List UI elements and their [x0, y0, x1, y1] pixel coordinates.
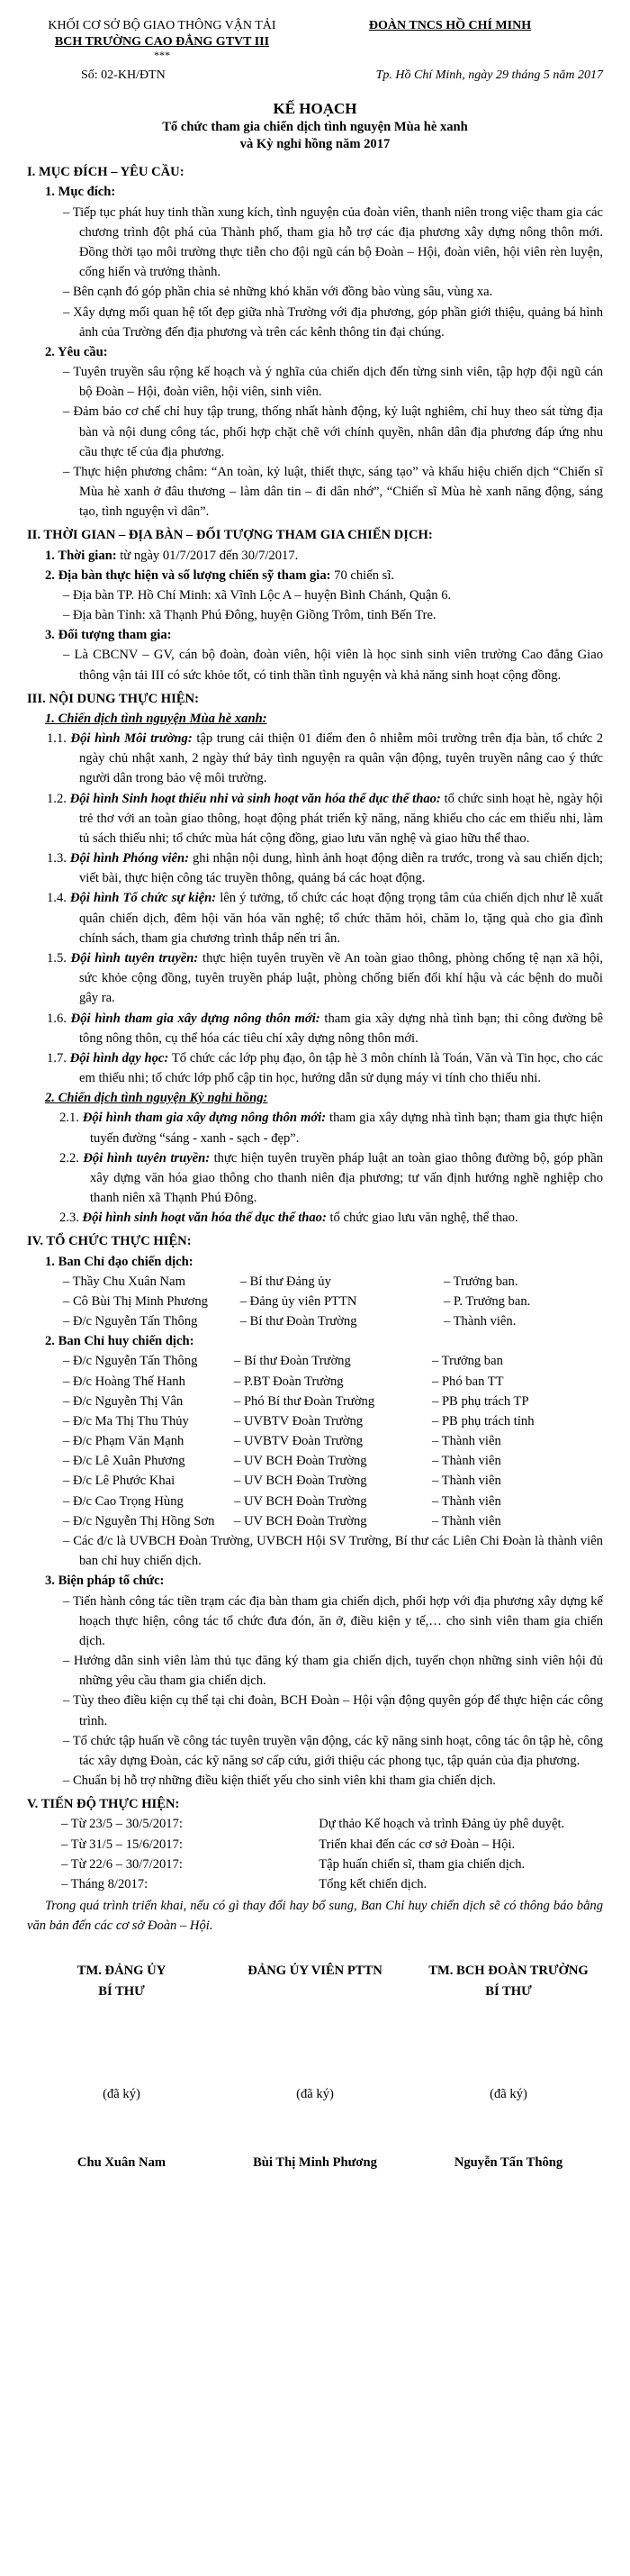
- schedule-task: Dự thảo Kế hoạch và trình Đảng ủy phê duyệt.: [319, 1817, 565, 1832]
- campaign-2-item: [27, 1208, 603, 1228]
- campaign-1-item: [27, 948, 603, 1009]
- signature-space: [220, 2001, 410, 2084]
- member-name: – Đ/c Ma Thị Thu Thủy: [63, 1413, 189, 1429]
- measure-item: – Chuẩn bị hỗ trợ những điều kiện thiết yếu cho sinh viên khi tham gia chiến dịch.: [63, 1773, 496, 1789]
- schedule-list: [27, 1814, 603, 1894]
- member-name: – Cô Bùi Thị Minh Phương: [63, 1293, 208, 1309]
- member-name: – Đ/c Hoàng Thế Hanh: [63, 1374, 185, 1389]
- item-text: tổ chức giao lưu văn nghệ, thể thao.: [326, 1211, 518, 1226]
- item-number: 1.7.: [47, 1050, 70, 1066]
- member-position: – Bí thư Đảng ủy: [239, 1274, 331, 1289]
- document-header: [27, 18, 603, 60]
- command-member: [27, 1372, 603, 1392]
- item-text: thực hiện tuyên truyền về An toàn giao thông, phòng chống tệ nạn xã hội, sức khỏe cộng đồng, tuyên truyền pháp luật, phòng chống biến đổi khí hậu và các bệnh do muỗi gây ra.: [79, 951, 603, 1006]
- schedule-row: [27, 1835, 603, 1855]
- location-item: [45, 566, 603, 585]
- title-line2: Tổ chức tham gia chiến dịch tình nguyện Mùa hè xanh: [162, 120, 468, 135]
- item-label: Đội hình Phóng viên:: [69, 851, 189, 866]
- object-entry: – Là CBCNV – GV, cán bộ đoàn, đoàn viên, hội viên là học sinh sinh viên trường Cao đẳng Giao thông vận tải III có sức khỏe tốt, có tinh thần tình nguyện và khả năng sinh hoạt cộng đồng.: [63, 648, 603, 683]
- member-position: – UVBTV Đoàn Trường: [234, 1413, 364, 1429]
- member-position: – UV BCH Đoàn Trường: [234, 1513, 367, 1528]
- command-member: [27, 1511, 603, 1531]
- signed-mark: (đã ký): [296, 2086, 334, 2101]
- command-member: [27, 1492, 603, 1511]
- section-3-heading: III. NỘI DUNG THỰC HIỆN:: [27, 691, 199, 706]
- member-position: – UVBTV Đoàn Trường: [234, 1434, 364, 1449]
- item-label: Đội hình tham gia xây dựng nông thôn mới:: [70, 1011, 320, 1026]
- member-role: – Thành viên: [432, 1474, 501, 1489]
- requirement-list: [27, 362, 603, 522]
- item-text: ghi nhận nội dung, hình ảnh hoạt động diễn ra trước, trong và sau chiến dịch; viết bài, thực hiện công tác truyền thông, quảng bá các hoạt động.: [79, 851, 603, 886]
- item-number: 2.3.: [59, 1211, 83, 1226]
- steering-list: [27, 1272, 603, 1332]
- member-position: – Bí thư Đoàn Trường: [239, 1314, 357, 1329]
- time-item: [45, 546, 603, 566]
- signature-space: [220, 2104, 410, 2153]
- campaign-1-item: [27, 729, 603, 789]
- item-number: 1.1.: [47, 731, 71, 747]
- command-member: [27, 1471, 603, 1491]
- item-number: 1.6.: [47, 1011, 71, 1026]
- item-text: tổ chức sinh hoạt hè, ngày hội trẻ thơ với an toàn giao thông, hoạt động phát triển kỹ năng, năng khiếu cho các em thiếu nhi, làm tủ sách thiếu nhi; tổ chức mùa hát cộng đồng, giao lưu văn nghệ và giao hữu thể thao.: [79, 791, 603, 846]
- member-position: – Đảng ủy viên PTTN: [239, 1293, 357, 1309]
- member-role: – Trưởng ban.: [443, 1274, 518, 1289]
- section-1-heading: I. MỤC ĐÍCH – YÊU CẦU:: [27, 165, 184, 180]
- measure-item: – Hướng dẫn sinh viên làm thủ tục đăng ký tham gia chiến dịch, tuyển chọn những sinh viên hội đủ những yêu cầu tham gia chiến dịch.: [63, 1654, 603, 1689]
- member-position: – UV BCH Đoàn Trường: [234, 1474, 367, 1489]
- member-name: – Đ/c Nguyễn Tấn Thông: [63, 1314, 198, 1329]
- schedule-task: Tập huấn chiến sĩ, tham gia chiến dịch.: [319, 1856, 526, 1872]
- signature-column: [414, 1961, 603, 2172]
- campaign-1-item: [27, 789, 603, 849]
- member-role: – Thành viên: [432, 1454, 501, 1469]
- signature-space: [414, 2104, 603, 2153]
- section-5-heading: V. TIẾN ĐỘ THỰC HIỆN:: [27, 1797, 180, 1812]
- member-role: – P. Trưởng ban.: [443, 1293, 531, 1309]
- object-list: [27, 645, 603, 685]
- item-text: tham gia xây dựng nhà tình bạn; tham gia thực hiện tuyến đường “sáng - xanh - sạch - đẹp”.: [90, 1111, 604, 1146]
- item-label: Đội hình sinh hoạt văn hóa thể dục thể thao:: [82, 1211, 327, 1226]
- section-4-heading: IV. TỔ CHỨC THỰC HIỆN:: [27, 1234, 192, 1249]
- member-name: – Đ/c Phạm Văn Mạnh: [63, 1434, 184, 1449]
- signed-mark: (đã ký): [103, 2086, 140, 2101]
- schedule-time: – Tháng 8/2017:: [61, 1876, 148, 1891]
- item-label: Đội hình tuyên truyền:: [70, 951, 199, 966]
- measures-title: 3. Biện pháp tổ chức:: [45, 1574, 165, 1589]
- signer-name: Nguyễn Tấn Thông: [454, 2154, 563, 2170]
- member-name: – Đ/c Nguyễn Tấn Thông: [63, 1354, 198, 1369]
- measure-item: – Tổ chức tập huấn về công tác tuyên truyền vận động, các kỹ năng sinh hoạt, công tác ôn tập hè, công tác xây dựng Đoàn, các kỹ năng sơ cấp cứu, giới thiệu các phong tục, tập quán của địa phương.: [63, 1733, 603, 1768]
- command-note: – Các đ/c là UVBCH Đoàn Trường, UVBCH Hội SV Trường, Bí thư các Liên Chi Đoàn là thành viên ban chỉ huy chiến dịch.: [63, 1533, 603, 1569]
- item-number: 1.2.: [47, 791, 70, 806]
- member-position: – Phó Bí thư Đoàn Trường: [234, 1393, 375, 1409]
- reference-line: [27, 66, 603, 85]
- signature-subtitle: BÍ THƯ: [98, 1983, 145, 1999]
- requirement-item: – Đảm bảo cơ chế chỉ huy tập trung, thống nhất hành động, kỷ luật nghiêm, chỉ huy theo sát từng địa bàn và nội dung công tác, phối hợp chặt chẽ với chính quyền, nhân dân địa phương đáp ứng nhu cầu thực tế của địa phương.: [63, 404, 603, 459]
- purpose-item: – Tiếp tục phát huy tinh thần xung kích, tình nguyện của đoàn viên, thanh niên trong việc tham gia các chương trình đột phá của Thành phố, tham gia hỗ trợ các địa phương xây dựng nông thôn mới. Đồng thời tạo môi trường thực tiễn cho đội ngũ cán bộ Đoàn – Hội, đoàn viên, hội viên rèn luyện, cống hiến và trưởng thành.: [63, 204, 603, 280]
- schedule-time: – Từ 23/5 – 30/5/2017:: [61, 1817, 183, 1832]
- campaign-1-title: 1. Chiến dịch tình nguyện Mùa hè xanh:: [45, 711, 267, 726]
- member-role: – PB phụ trách tỉnh: [432, 1413, 535, 1429]
- schedule-row: [27, 1874, 603, 1894]
- location-text: 70 chiến sĩ.: [330, 567, 395, 583]
- schedule-time: – Từ 22/6 – 30/7/2017:: [61, 1856, 183, 1872]
- org-name: ĐOÀN TNCS HỒ CHÍ MINH: [368, 19, 532, 32]
- measure-item: – Tiến hành công tác tiền trạm các địa bàn tham gia chiến dịch, phối hợp với địa phương xây dựng kế hoạch thực hiện, công tác tổ chức đưa đón, ăn ở, điều kiện y tế,… cho sinh viên tham gia chiến dịch.: [63, 1593, 603, 1648]
- member-name: – Đ/c Cao Trọng Hùng: [63, 1493, 184, 1509]
- signature-title: ĐẢNG ỦY VIÊN PTTN: [248, 1964, 382, 1979]
- member-position: – UV BCH Đoàn Trường: [234, 1493, 367, 1509]
- purpose-item: – Bên cạnh đó góp phần chia sẻ những khó khăn với đồng bào vùng sâu, vùng xa.: [63, 285, 493, 300]
- requirement-item: – Thực hiện phương châm: “An toàn, kỷ luật, thiết thực, sáng tạo” và khẩu hiệu chiến dịch “Chiến sĩ Mùa hè xanh ở đâu thương – làm dân tin – đi dân nhớ”, “Chiến sĩ Mùa hè xanh năng động, sáng tạo, tình nguyện vì dân”.: [63, 464, 603, 520]
- signature-title: TM. BCH ĐOÀN TRƯỜNG: [428, 1964, 589, 1979]
- signature-column: [220, 1961, 410, 2172]
- member-role: – Thành viên: [432, 1513, 501, 1528]
- title-line1: KẾ HOẠCH: [273, 100, 357, 118]
- campaign-1-item: [27, 848, 603, 888]
- item-label: Đội hình tuyên truyền:: [83, 1150, 211, 1166]
- campaign-2-title: 2. Chiến dịch tình nguyện Kỳ nghỉ hồng:: [45, 1091, 268, 1106]
- signature-column: [27, 1961, 216, 2172]
- command-member: [27, 1392, 603, 1411]
- item-number: 1.3.: [47, 851, 70, 866]
- campaign-2-item: [27, 1148, 603, 1209]
- member-name: – Đ/c Lê Xuân Phương: [63, 1454, 185, 1469]
- issuer-stars: ***: [154, 49, 170, 61]
- item-text: Tổ chức các lớp phụ đạo, ôn tập hè 3 môn chính là Toán, Văn và Tin học, cho các em thiếu nhi; tổ chức lớp phổ cập tin học, hướng dẫn sử dụng máy vi tính cho thiếu nhi.: [79, 1050, 603, 1086]
- item-text: tham gia xây dựng nhà tình bạn; thi công đường bê tông nông thôn, cụ thể hóa các tiêu chí xây dựng nông thôn mới.: [79, 1011, 604, 1046]
- command-list: [27, 1351, 603, 1531]
- steering-title: 1. Ban Chỉ đạo chiến dịch:: [45, 1254, 194, 1269]
- schedule-row: [27, 1855, 603, 1874]
- time-text: từ ngày 01/7/2017 đến 30/7/2017.: [116, 548, 299, 563]
- command-member: [27, 1411, 603, 1431]
- purpose-list: [27, 203, 603, 342]
- measure-item: – Tùy theo điều kiện cụ thể tại chi đoàn, BCH Đoàn – Hội vận động quyên góp để thực hiện các công trình.: [63, 1693, 603, 1728]
- item-text: thực hiện tuyên truyền pháp luật an toàn giao thông đường bộ, góp phần xây dựng văn hóa giao thông cho thanh niên địa phương; tư vấn định hướng nghề nghiệp cho thanh niên xã Thạnh Phú Đông.: [90, 1150, 603, 1206]
- document-date: Tp. Hồ Chí Minh, ngày 29 tháng 5 năm 2017: [375, 68, 603, 82]
- schedule-task: Triển khai đến các cơ sở Đoàn – Hội.: [319, 1837, 516, 1852]
- schedule-task: Tổng kết chiến dịch.: [319, 1876, 428, 1891]
- campaign-1-item: [27, 1009, 603, 1048]
- member-role: – PB phụ trách TP: [432, 1393, 529, 1409]
- command-member: [27, 1451, 603, 1471]
- item-label: Đội hình Tổ chức sự kiện:: [70, 891, 217, 906]
- campaign-2-list: [27, 1108, 603, 1228]
- member-name: – Thầy Chu Xuân Nam: [63, 1274, 185, 1289]
- schedule-time: – Từ 31/5 – 15/6/2017:: [61, 1837, 183, 1852]
- member-position: – P.BT Đoàn Trường: [234, 1374, 344, 1389]
- campaign-1-item: [27, 888, 603, 948]
- document-number: Số: 02-KH/ĐTN: [81, 68, 166, 82]
- item-number: 2.2.: [59, 1150, 84, 1166]
- location-entry: – Địa bàn Tỉnh: xã Thạnh Phú Đông, huyện Giồng Trôm, tỉnh Bến Tre.: [63, 608, 436, 623]
- issuer-line1: KHỐI CƠ SỞ BỘ GIAO THÔNG VẬN TẢI: [48, 19, 276, 32]
- signature-space: [414, 2001, 603, 2084]
- object-label: 3. Đối tượng tham gia:: [45, 628, 172, 643]
- signature-subtitle: [220, 1982, 410, 2001]
- campaign-1-item: [27, 1048, 603, 1088]
- section-1-sub2: 2. Yêu cầu:: [45, 344, 108, 359]
- member-position: – UV BCH Đoàn Trường: [234, 1454, 367, 1469]
- item-label: Đội hình Sinh hoạt thiếu nhi và sinh hoạt văn hóa thể dục thể thao:: [69, 791, 441, 806]
- command-member: [27, 1431, 603, 1451]
- signature-title: TM. ĐẢNG ỦY: [76, 1964, 166, 1979]
- member-name: – Đ/c Nguyễn Thị Vân: [63, 1393, 184, 1409]
- org-block: [297, 18, 603, 60]
- item-number: 1.4.: [47, 891, 70, 906]
- item-text: lên ý tưởng, tổ chức các hoạt động trọng tâm của chiến dịch như lễ xuất quân chiến dịch, đêm hội văn hóa văn nghệ; tổ chức thăm hỏi, chăm lo, tặng quà cho gia đình chính sách, tham gia chương trình thắp nến tri ân.: [79, 891, 603, 946]
- item-number: 2.1.: [59, 1111, 83, 1126]
- member-role: – Thành viên: [432, 1434, 501, 1449]
- location-entry: – Địa bàn TP. Hồ Chí Minh: xã Vĩnh Lộc A – huyện Bình Chánh, Quận 6.: [63, 587, 452, 603]
- signature-space: [27, 2001, 216, 2084]
- member-role: – Thành viên: [432, 1493, 501, 1509]
- member-name: – Đ/c Nguyễn Thị Hồng Sơn: [63, 1513, 215, 1528]
- time-label: 1. Thời gian:: [45, 548, 117, 563]
- member-role: – Thành viên.: [443, 1314, 517, 1329]
- campaign-1-list: [27, 729, 603, 1088]
- section-1-sub1: 1. Mục đích:: [45, 185, 116, 200]
- steering-member: [27, 1311, 603, 1331]
- item-text: tập trung cải thiện 01 điểm đen ô nhiễm môi trường trên địa bàn, tổ chức 2 ngày chủ nhật xanh, 2 ngày thứ bảy tình nguyện ra quân vận động, tuyên truyền nâng cao ý thức người dân trong bảo vệ môi trường.: [79, 731, 603, 786]
- campaign-2-item: [27, 1108, 603, 1147]
- signer-name: Chu Xuân Nam: [76, 2154, 166, 2170]
- document-title: [27, 99, 603, 153]
- location-list: [27, 585, 603, 625]
- signed-mark: (đã ký): [490, 2086, 527, 2101]
- issuer-line2: BCH TRƯỜNG CAO ĐẲNG GTVT III: [54, 34, 270, 49]
- steering-member: [27, 1272, 603, 1292]
- title-line3: và Kỳ nghỉ hồng năm 2017: [239, 137, 391, 152]
- purpose-item: – Xây dựng mối quan hệ tốt đẹp giữa nhà Trường với địa phương, góp phần giới thiệu, quảng bá hình ảnh của Trường đến địa phương và trên các kênh thông tin đại chúng.: [63, 304, 603, 340]
- schedule-row: [27, 1814, 603, 1834]
- item-number: 1.5.: [47, 951, 71, 966]
- command-member: [27, 1351, 603, 1371]
- requirement-item: – Tuyên truyền sâu rộng kế hoạch và ý nghĩa của chiến dịch đến từng sinh viên, tập hợp đội ngũ cán bộ Đoàn – Hội, đoàn viên, hội viên, sinh viên.: [63, 365, 603, 400]
- member-role: – Phó ban TT: [432, 1374, 504, 1389]
- signature-block: [27, 1961, 603, 2172]
- section-2-heading: II. THỜI GIAN – ĐỊA BÀN – ĐỐI TƯỢNG THAM GIA CHIẾN DỊCH:: [27, 528, 433, 543]
- signer-name: Bùi Thị Minh Phương: [253, 2154, 377, 2170]
- location-label: 2. Địa bàn thực hiện và số lượng chiến sỹ tham gia:: [45, 567, 331, 583]
- signature-subtitle: BÍ THƯ: [485, 1983, 532, 1999]
- issuer-block: [27, 18, 297, 60]
- item-label: Đội hình Môi trường:: [70, 731, 193, 747]
- measure-list: [27, 1592, 603, 1791]
- item-label: Đội hình tham gia xây dựng nông thôn mới:: [82, 1111, 327, 1126]
- member-name: – Đ/c Lê Phước Khai: [63, 1474, 176, 1489]
- steering-member: [27, 1292, 603, 1311]
- command-title: 2. Ban Chỉ huy chiến dịch:: [45, 1334, 194, 1349]
- item-label: Đội hình dạy học:: [69, 1050, 169, 1066]
- signature-space: [27, 2104, 216, 2153]
- member-role: – Trưởng ban: [432, 1354, 503, 1369]
- member-position: – Bí thư Đoàn Trường: [234, 1354, 351, 1369]
- closing-note: Trong quá trình triển khai, nếu có gì thay đổi hay bổ sung, Ban Chỉ huy chiến dịch sẽ có thông báo bằng văn bản đến các cơ sở Đoàn – Hội.: [27, 1899, 603, 1934]
